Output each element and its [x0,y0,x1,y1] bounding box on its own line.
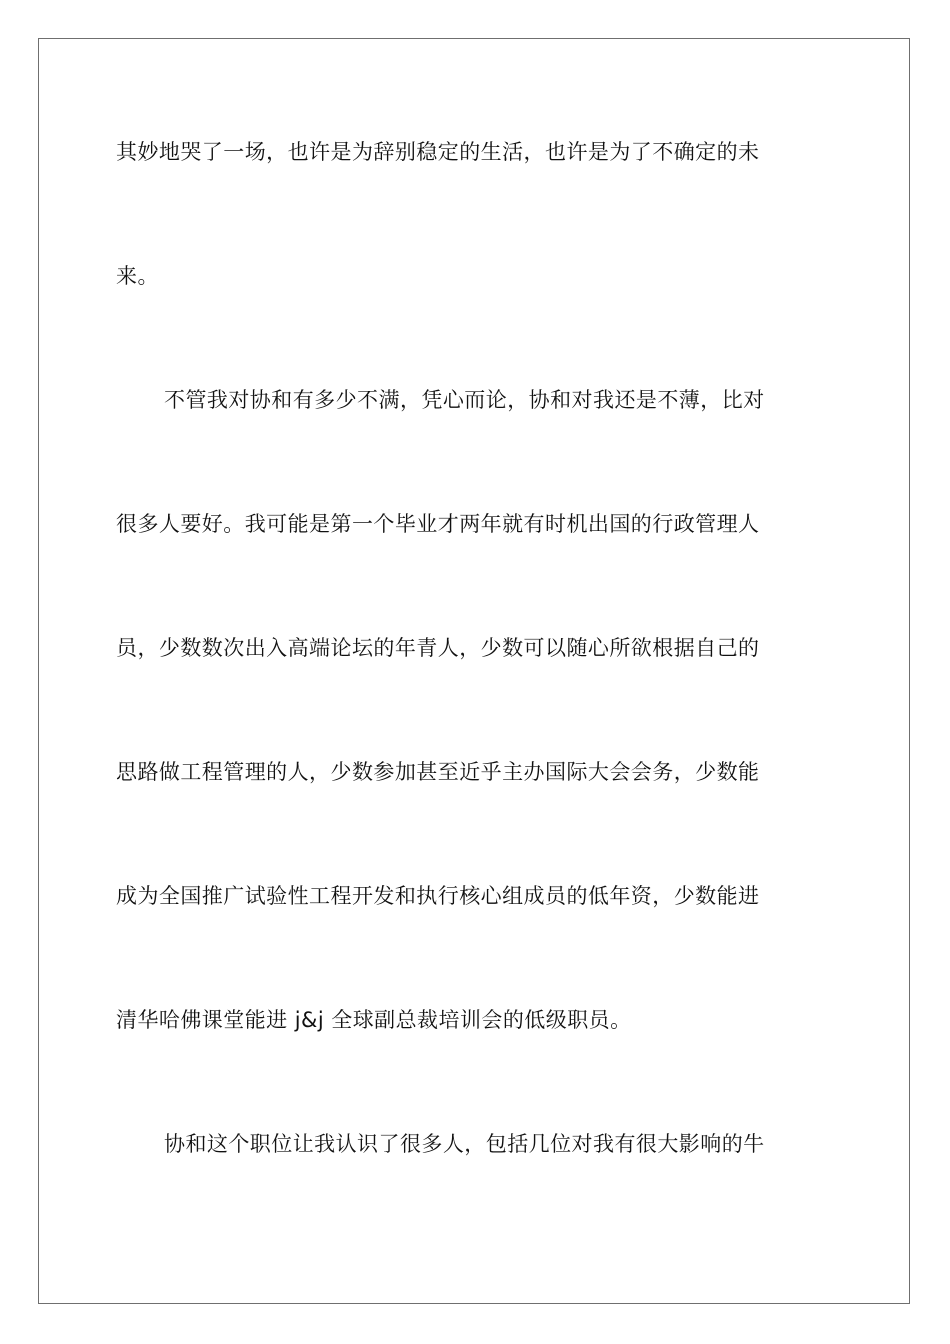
body-text-line-6: 思路做工程管理的人，少数参加甚至近乎主办国际大会会务，少数能 [116,760,760,784]
body-text-line-8: 清华哈佛课堂能进 j&j 全球副总裁培训会的低级职员。 [116,1008,632,1032]
body-text-line-9: 协和这个职位让我认识了很多人，包括几位对我有很大影响的牛 [164,1132,765,1156]
body-text-line-5: 员，少数数次出入高端论坛的年青人，少数可以随心所欲根据自己的 [116,636,760,660]
body-text-line-2: 来。 [116,264,159,288]
body-text-line-7: 成为全国推广试验性工程开发和执行核心组成员的低年资，少数能进 [116,884,760,908]
body-text-line-1: 其妙地哭了一场，也许是为辞别稳定的生活，也许是为了不确定的未 [116,140,760,164]
body-text-line-4: 很多人要好。我可能是第一个毕业才两年就有时机出国的行政管理人 [116,512,760,536]
page-border [38,38,910,1304]
body-text-line-3: 不管我对协和有多少不满，凭心而论，协和对我还是不薄，比对 [164,388,765,412]
